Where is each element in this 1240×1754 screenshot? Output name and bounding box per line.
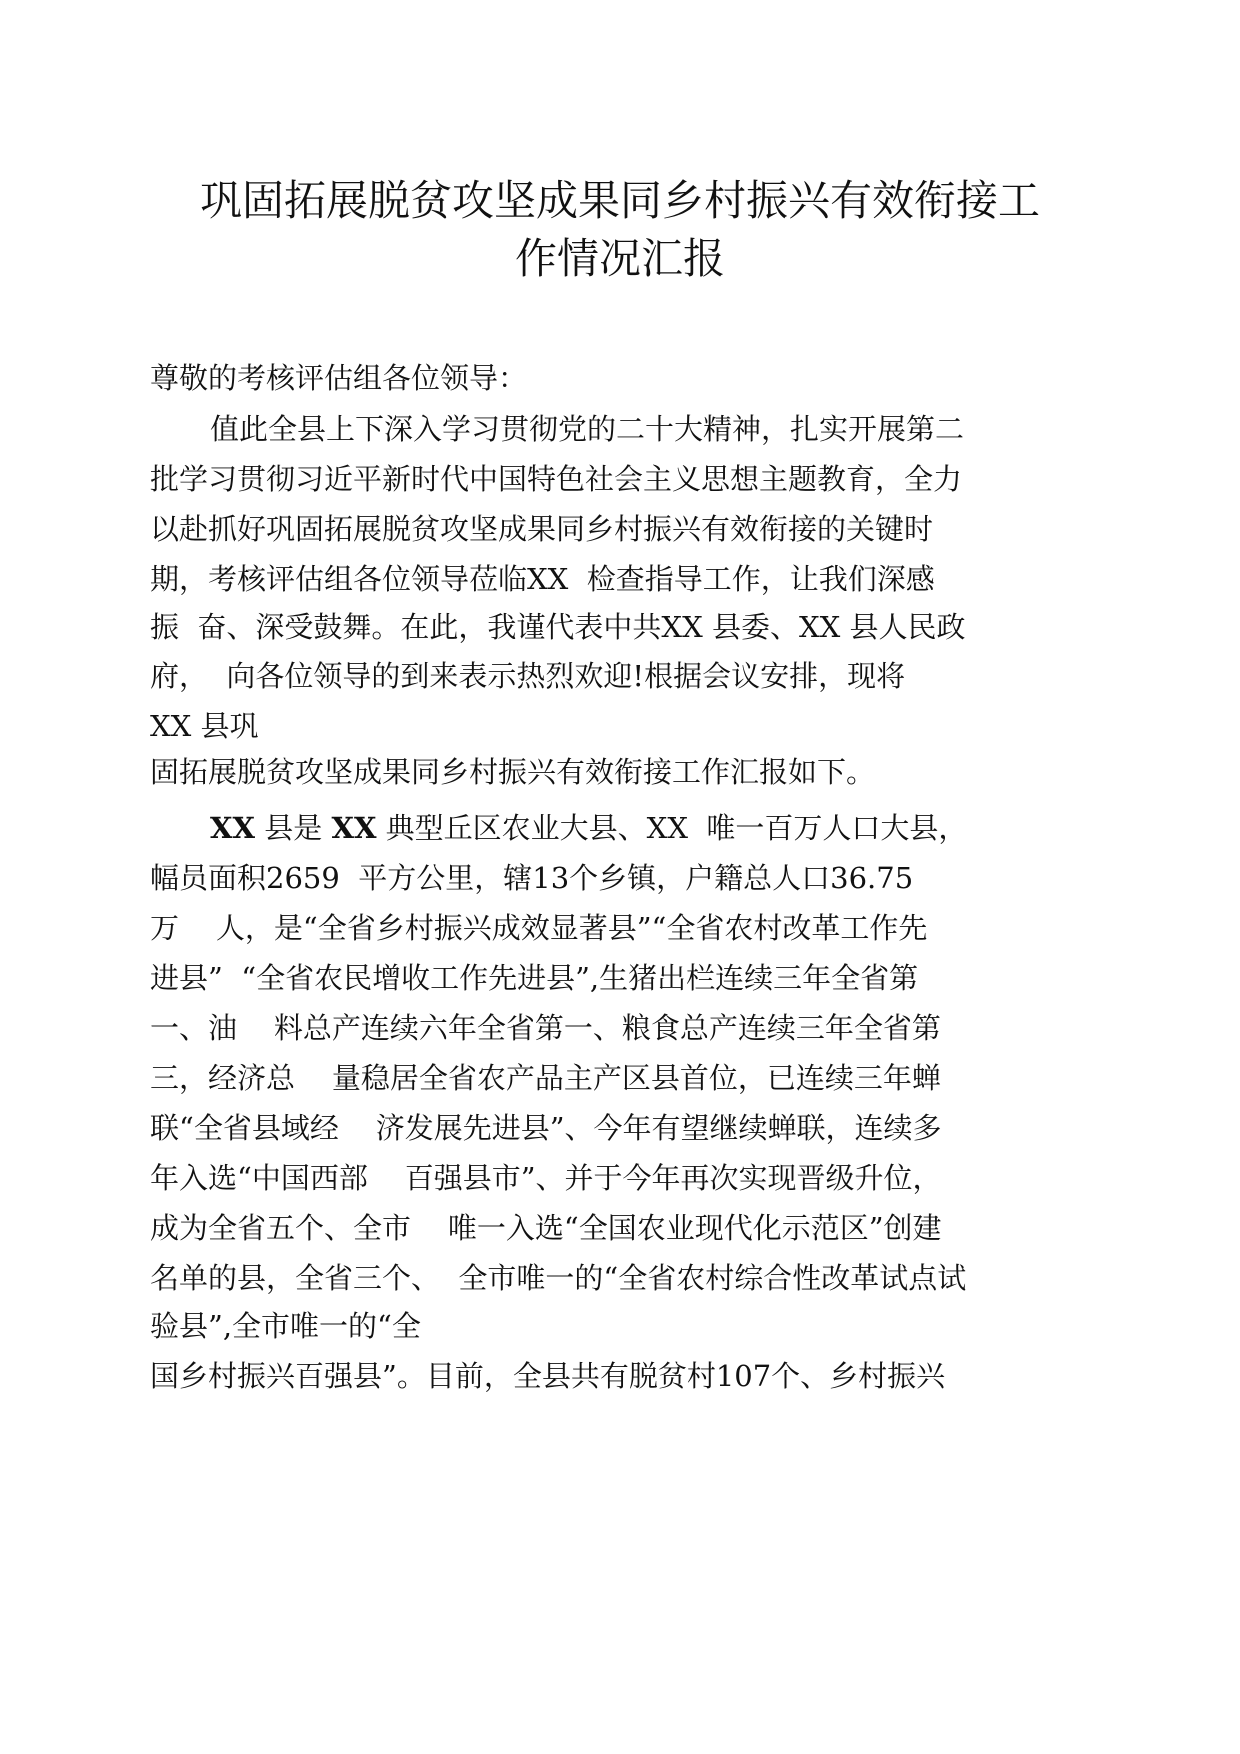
paragraph-2-first-line <box>210 808 967 848</box>
paragraph-2-line: 年入选“中国西部 百强县市”、并于今年再次实现晋级升位， <box>150 1161 942 1195</box>
paragraph-1-line: XX 县巩 <box>150 709 259 743</box>
document-title-line-2: 作情况汇报 <box>514 234 725 283</box>
paragraph-1-line: 以赴抓好巩固拓展脱贫攻坚成果同乡村振兴有效衔接的关键时 <box>150 512 934 546</box>
paragraph-2-line: 进县” “全省农民增收工作先进县”,生猪出栏连续三年全省第 <box>150 961 919 995</box>
paragraph-2-line: 一、油 料总产连续六年全省第一、粮食总产连续三年全省第 <box>150 1011 941 1045</box>
province-name: XX <box>331 811 377 845</box>
paragraph-1-line: 振 奋、深受鼓舞。在此，我谨代表中共XX 县委、XX 县人民政 <box>150 610 966 644</box>
paragraph-2-line: 三，经济总 量稳居全省农产品主产区县首位，已连续三年蝉 <box>150 1061 941 1095</box>
paragraph-2-line: 验县”,全市唯一的“全 <box>150 1309 421 1343</box>
paragraph-2-line: 联“全省县域经 济发展先进县”、今年有望继续蝉联，连续多 <box>150 1111 942 1145</box>
county-name: XX <box>210 811 256 845</box>
paragraph-1-line: 批学习贯彻习近平新时代中国特色社会主义思想主题教育，全力 <box>150 462 963 496</box>
document-title-line-1: 巩固拓展脱贫攻坚成果同乡村振兴有效衔接工 <box>199 176 1040 225</box>
paragraph-2-line: 名单的县，全省三个、 全市唯一的“全省农村综合性改革试点试 <box>150 1261 967 1295</box>
salutation: 尊敬的考核评估组各位领导： <box>150 361 528 395</box>
paragraph-2-line: 国乡村振兴百强县”。目前，全县共有脱贫村107个、乡村振兴 <box>150 1359 946 1393</box>
paragraph-2-line: 成为全省五个、全市 唯一入选“全国农业现代化示范区”创建 <box>150 1211 942 1245</box>
paragraph-1-line: 值此全县上下深入学习贯彻党的二十大精神，扎实开展第二 <box>210 412 965 446</box>
paragraph-2-line: 万 人，是“全省乡村振兴成效显著县”“全省农村改革工作先 <box>150 911 928 945</box>
paragraph-1-line: 固拓展脱贫攻坚成果同乡村振兴有效衔接工作汇报如下。 <box>150 755 876 789</box>
paragraph-1-line: 府， 向各位领导的到来表示热烈欢迎!根据会议安排，现将 <box>150 659 906 693</box>
inline-text: 县是 <box>255 811 332 845</box>
inline-text: 典型丘区农业大县、XX 唯一百万人口大县， <box>376 811 968 845</box>
paragraph-2-line: 幅员面积2659 平方公里，辖13个乡镇，户籍总人口36.75 <box>150 861 914 895</box>
paragraph-1-line: 期，考核评估组各位领导莅临XX 检查指导工作，让我们深感 <box>150 562 935 596</box>
